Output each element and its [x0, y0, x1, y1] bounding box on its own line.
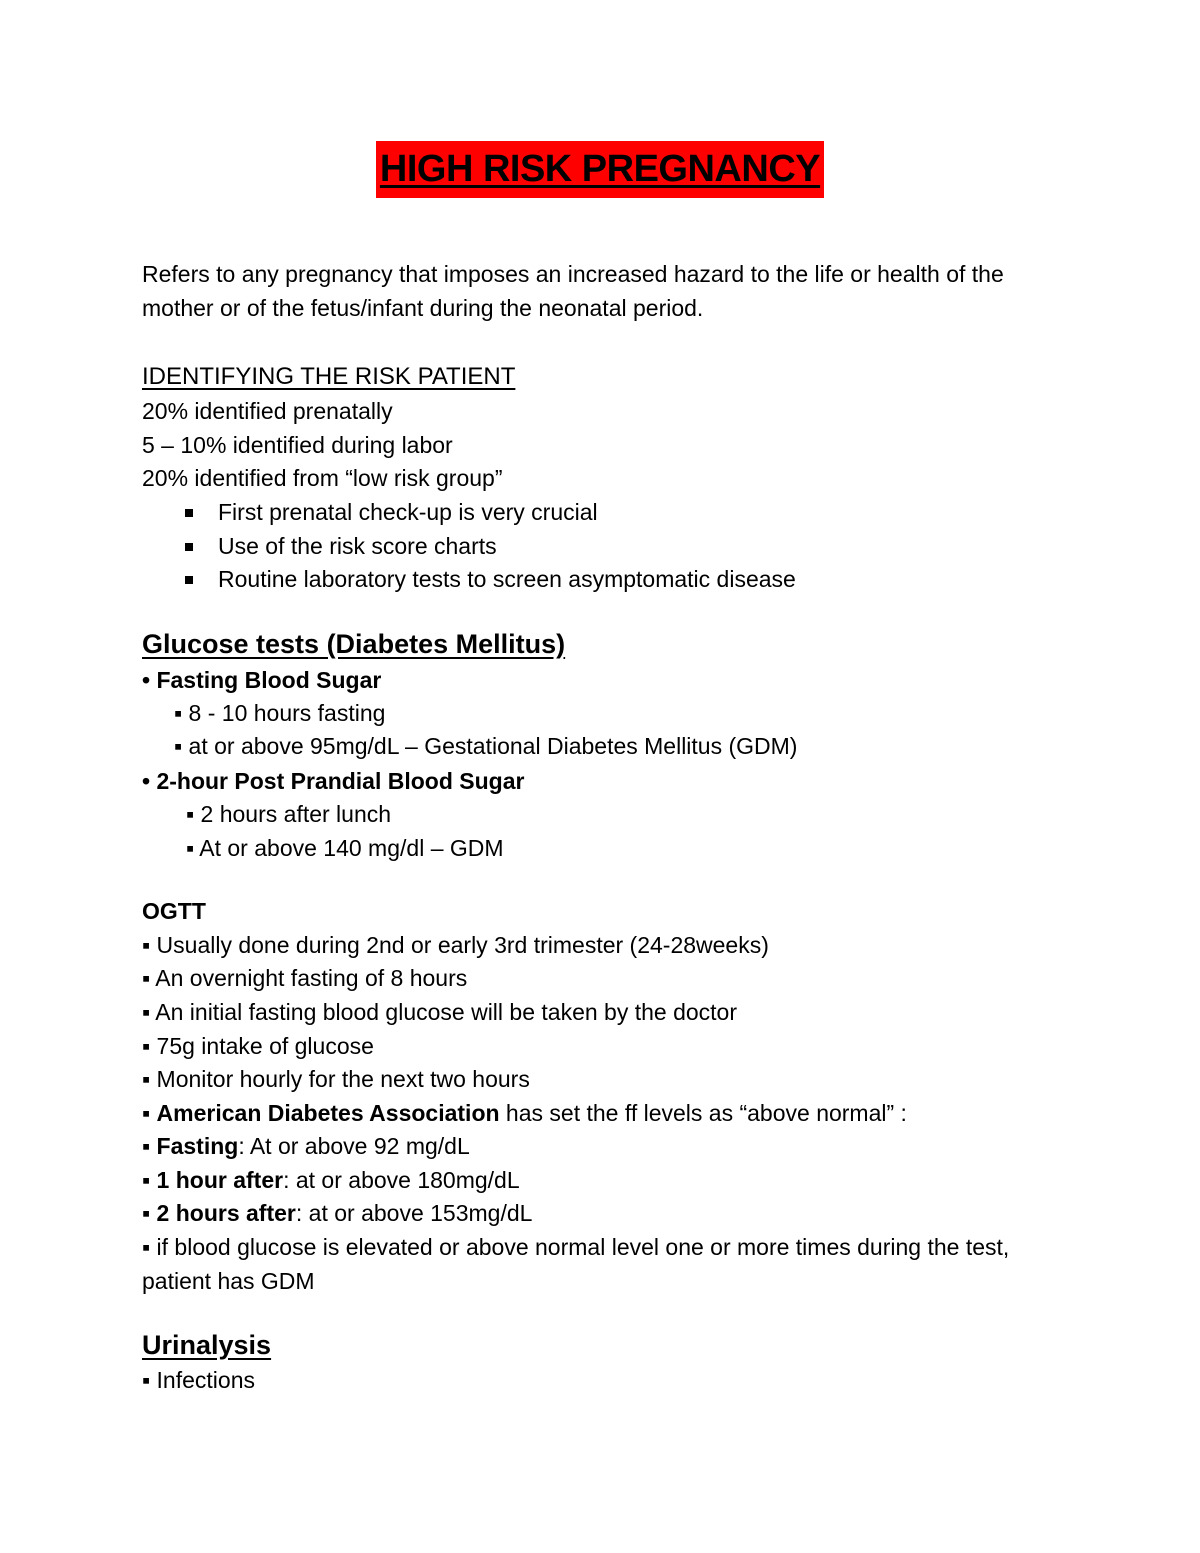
- page-title: HIGH RISK PREGNANCY: [376, 141, 824, 198]
- list-item-text: Routine laboratory tests to screen asymptomatic disease: [218, 566, 796, 593]
- fbs-label: • Fasting Blood Sugar: [142, 666, 382, 693]
- identifying-heading: IDENTIFYING THE RISK PATIENT: [142, 363, 516, 391]
- list-item-text: Use of the risk score charts: [218, 532, 497, 559]
- title-container: [0, 141, 1200, 198]
- two-hours-text: : at or above 153mg/dL: [295, 1200, 533, 1227]
- identifying-line: 20% identified prenatally: [142, 398, 393, 425]
- ogtt-item: ▪ Monitor hourly for the next two hours: [142, 1066, 530, 1093]
- ogtt-item: ▪ An overnight fasting of 8 hours: [142, 965, 468, 992]
- identifying-bullet-list: [142, 496, 1062, 597]
- ppbs-item: ▪ At or above 140 mg/dl – GDM: [186, 834, 504, 861]
- urinalysis-heading: Urinalysis: [142, 1330, 272, 1361]
- list-item: [142, 530, 1062, 564]
- identifying-line: 5 – 10% identified during labor: [142, 431, 453, 458]
- ada-text: has set the ff levels as “above normal” :: [499, 1099, 907, 1126]
- fasting-label: Fasting: [156, 1133, 239, 1160]
- bullet-marker: ▪: [142, 1099, 157, 1126]
- ada-label: American Diabetes Association: [156, 1099, 500, 1126]
- list-item-text: First prenatal check-up is very crucial: [218, 498, 598, 525]
- ogtt-fasting-item: [142, 1130, 1062, 1164]
- spacer: [142, 1298, 1062, 1326]
- list-item: [142, 563, 1062, 597]
- ppbs-label: • 2-hour Post Prandial Blood Sugar: [142, 767, 525, 794]
- bullet-marker: ▪: [142, 1166, 157, 1193]
- intro-paragraph: Refers to any pregnancy that imposes an increased hazard to the life or health of the mother or of the fetus/infant during the neonatal period.: [142, 261, 1004, 321]
- bullet-marker: ▪: [142, 1200, 157, 1227]
- square-bullet-icon: [185, 576, 193, 584]
- fbs-item: ▪ at or above 95mg/dL – Gestational Diabetes Mellitus (GDM): [174, 733, 798, 760]
- one-hour-text: : at or above 180mg/dL: [283, 1166, 520, 1193]
- one-hour-label: 1 hour after: [156, 1166, 284, 1193]
- square-bullet-icon: [185, 509, 193, 517]
- ogtt-final-item: ▪ if blood glucose is elevated or above normal level one or more times during the test, patient has GDM: [142, 1234, 1010, 1294]
- list-item: [142, 496, 1062, 530]
- fasting-text: : At or above 92 mg/dL: [238, 1133, 470, 1160]
- glucose-heading: Glucose tests (Diabetes Mellitus): [142, 628, 566, 659]
- urinalysis-item: ▪ Infections: [142, 1367, 255, 1394]
- spacer: [142, 597, 1062, 625]
- ogtt-item: ▪ An initial fasting blood glucose will be taken by the doctor: [142, 998, 738, 1025]
- ogtt-one-hour-item: [142, 1164, 1062, 1198]
- ogtt-heading: OGTT: [142, 898, 206, 925]
- ogtt-item: ▪ Usually done during 2nd or early 3rd trimester (24-28weeks): [142, 931, 769, 958]
- spacer: [142, 865, 1062, 895]
- two-hours-label: 2 hours after: [156, 1200, 296, 1227]
- bullet-marker: ▪: [142, 1133, 157, 1160]
- fbs-item: ▪ 8 - 10 hours fasting: [174, 699, 386, 726]
- ogtt-item: ▪ 75g intake of glucose: [142, 1032, 374, 1059]
- square-bullet-icon: [185, 543, 193, 551]
- document-body: [142, 258, 1062, 1398]
- ogtt-two-hours-item: [142, 1197, 1062, 1231]
- identifying-line: 20% identified from “low risk group”: [142, 465, 503, 492]
- ppbs-item: ▪ 2 hours after lunch: [186, 800, 392, 827]
- ogtt-ada-item: [142, 1097, 1062, 1131]
